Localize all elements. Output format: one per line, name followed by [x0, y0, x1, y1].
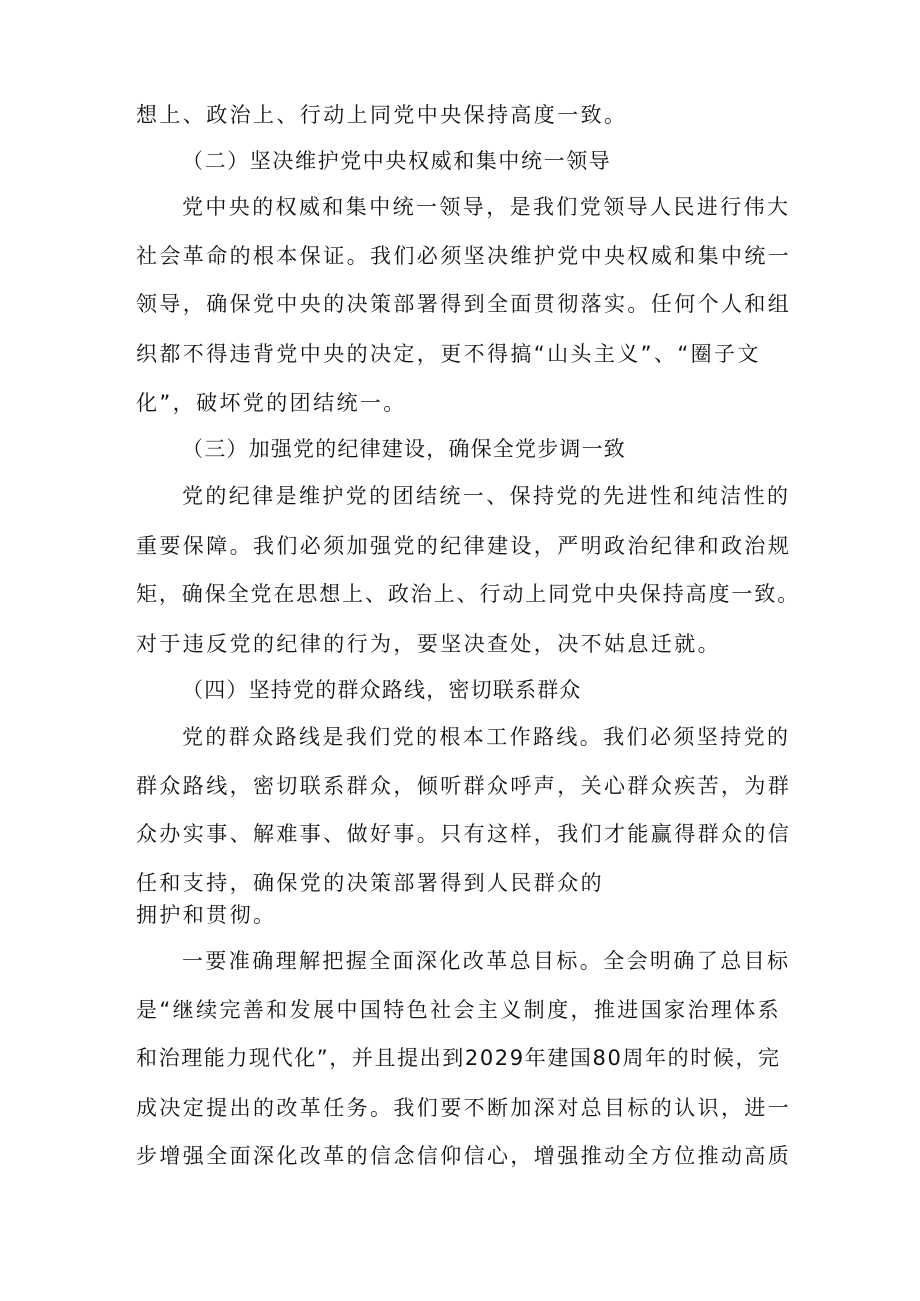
body-text-line: 党的群众路线是我们党的根本工作路线。我们必须坚持党的: [182, 725, 791, 749]
body-text-line: 众办实事、解难事、做好事。只有这样，我们才能赢得群众的信: [136, 822, 792, 846]
body-text-line: 织都不得违背党中央的决定，更不得搞“山头主义”、“圈子文: [136, 342, 761, 366]
body-text-line: 成决定提出的改革任务。我们要不断加深对总目标的认识，进一: [136, 1096, 792, 1120]
body-text-line: 党的纪律是维护党的团结统一、保持党的先进性和纯洁性的: [182, 484, 791, 508]
body-text-line: 领导，确保党中央的决策部署得到全面贯彻落实。任何个人和组: [136, 292, 792, 316]
body-text-line: 是“继续完善和发展中国特色社会主义制度，推进国家治理体系: [136, 998, 782, 1022]
section-heading-4: （四）坚持党的群众路线，密切联系群众: [182, 678, 582, 702]
body-text-line: 一要准确理解把握全面深化改革总目标。全会明确了总目标: [182, 949, 791, 973]
body-text-line: 重要保障。我们必须加强党的纪律建设，严明政治纪律和政治规: [136, 534, 792, 558]
body-text-line: 矩，确保全党在思想上、政治上、行动上同党中央保持高度一致。: [136, 582, 801, 606]
body-text-line: 拥护和贯彻。: [136, 903, 277, 927]
body-text-line: 任和支持，确保党的决策部署得到人民群众的: [136, 871, 604, 895]
body-text-line: 想上、政治上、行动上同党中央保持高度一致。: [136, 103, 628, 127]
body-text-line: 社会革命的根本保证。我们必须坚决维护党中央权威和集中统一: [136, 244, 792, 268]
section-heading-2: （二）坚决维护党中央权威和集中统一领导: [182, 149, 612, 173]
body-text-line: 和治理能力现代化”，并且提出到2029年建国80周年的时候，完: [136, 1046, 781, 1070]
body-text-line: 化”，破坏党的团结统一。: [136, 391, 407, 415]
body-text-line: 对于违反党的纪律的行为，要坚决查处，决不姑息迁就。: [136, 632, 721, 656]
body-text-line: 步增强全面深化改革的信念信仰信心，增强推动全方位推动高质: [136, 1144, 792, 1168]
section-heading-3: （三）加强党的纪律建设，确保全党步调一致: [182, 437, 626, 461]
body-text-line: 群众路线，密切联系群众，倾听群众呼声，关心群众疾苦，为群: [136, 774, 792, 798]
body-text-line: 党中央的权威和集中统一领导，是我们党领导人民进行伟大: [182, 195, 791, 219]
